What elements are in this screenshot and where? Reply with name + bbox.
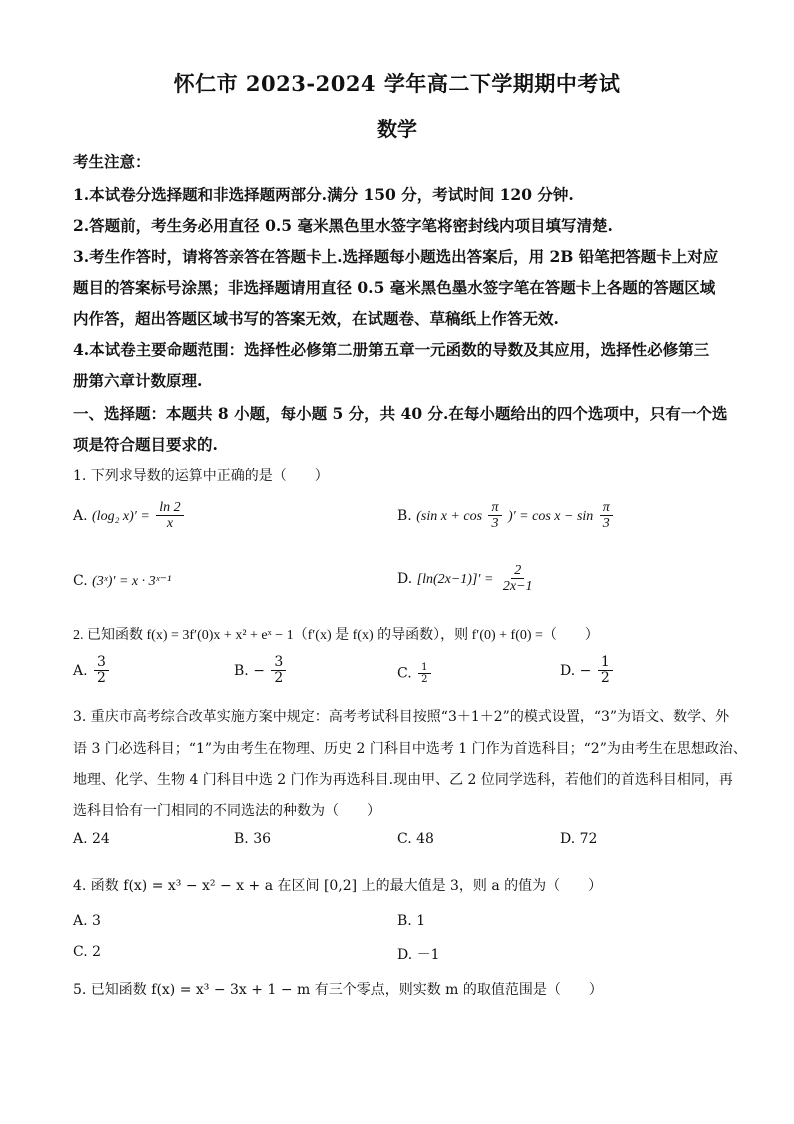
section-heading: 一、选择题：本题共 8 小题，每小题 5 分，共 40 分.在每小题给出的四个选项中，只有一个选: [73, 404, 728, 423]
q3-option-b: B. 36: [234, 831, 272, 847]
q4-option-c: C. 2: [73, 944, 102, 960]
notice-item: 题目的答案标号涂黑；非选择题请用直径 0.5 毫米黑色墨水签字笔在答题卡上各题的答题区域: [73, 278, 716, 297]
q2-option-d: D. − $\frac{1}{2}$: [560, 655, 615, 687]
q3-option-a: A. 24: [73, 831, 110, 847]
question-4-stem: 4. 函数 f(x) = x³ − x² − x + a 在区间 [0,2] 上的最大值是 3，则 a 的值为（ ）: [73, 878, 603, 894]
question-1-stem: 1. 下列求导数的运算中正确的是（ ）: [73, 468, 329, 484]
exam-title: 怀仁市 2023-2024 学年高二下学期期中考试: [173, 71, 621, 96]
question-2-stem: 2. 已知函数 f(x) = 3f′(0)x + x² + eˣ − 1（f′(x) 是 f(x) 的导函数），则 f′(0) + f(0) =（ ）: [73, 628, 599, 643]
question-5-stem: 5. 已知函数 f(x) = x³ − 3x + 1 − m 有三个零点，则实数 m 的取值范围是（ ）: [73, 982, 603, 998]
fraction: $\frac{\ln 2}{x}$: [156, 500, 183, 532]
notice-item: 册第六章计数原理.: [73, 371, 203, 390]
q1-option-d: D. [ln(2x−1)]′ = $\frac{2}{2x-1}$: [397, 563, 538, 595]
question-3-line: 3. 重庆市高考综合改革实施方案中规定：高考考试科目按照“3＋1＋2”的模式设置，“3”为语文、数学、外: [73, 709, 730, 725]
q1-option-c: C. (3ˣ)′ = x · 3ˣ⁻¹: [73, 573, 172, 589]
q1-option-a: A. (log₂ x)′ = $\frac{\ln 2}{x}$: [73, 500, 186, 532]
q1-option-b: B. (sin x + cos $\frac{\pi}{3}$ )′ = cos x − sin $\frac{\pi}{3}$: [397, 500, 615, 532]
q4-option-b: B. 1: [397, 913, 426, 929]
notice-item: 1.本试卷分选择题和非选择题两部分.满分 150 分，考试时间 120 分钟.: [73, 185, 574, 204]
notice-item: 3.考生作答时，请将答亲答在答题卡上.选择题每小题选出答案后，用 2B 铅笔把答题卡上对应: [73, 247, 719, 266]
fraction: $\frac{3}{2}$: [271, 655, 286, 687]
subject-title: 数学: [377, 117, 417, 141]
fraction: $\frac{\pi}{3}$: [488, 500, 501, 532]
fraction: $\frac{1}{2}$: [598, 655, 613, 687]
fraction: $\frac{2}{2x-1}$: [502, 563, 533, 595]
q2-option-b: B. − $\frac{3}{2}$: [234, 655, 288, 687]
fraction: $\frac{3}{2}$: [94, 655, 109, 687]
question-3-line: 语 3 门必选科目；“1”为由考生在物理、历史 2 门科目中选考 1 门作为首选科目；“2”为由考生在思想政治、: [73, 741, 747, 757]
q3-option-d: D. 72: [560, 831, 598, 847]
q2-option-c: C. $\frac{1}{2}$: [397, 662, 433, 685]
q2-option-a: A. $\frac{3}{2}$: [73, 655, 111, 687]
question-3-line: 选科目恰有一门相同的不同选法的种数为（ ）: [73, 803, 381, 819]
q4-option-d: D. －1: [397, 947, 440, 963]
q3-option-c: C. 48: [397, 831, 434, 847]
notice-item: 4.本试卷主要命题范围：选择性必修第二册第五章一元函数的导数及其应用，选择性必修第三: [73, 340, 710, 359]
notice-heading: 考生注意：: [73, 152, 151, 171]
notice-item: 内作答，超出答题区域书写的答案无效，在试题卷、草稿纸上作答无效.: [73, 309, 559, 328]
question-3-line: 地理、化学、生物 4 门科目中选 2 门作为再选科目.现由甲、乙 2 位同学选科，若他们的首选科目相同，再: [73, 772, 733, 788]
notice-item: 2.答题前，考生务必用直径 0.5 毫米黑色里水签字笔将密封线内项目填写清楚.: [73, 216, 613, 235]
fraction: $\frac{\pi}{3}$: [600, 500, 613, 532]
q4-option-a: A. 3: [73, 913, 101, 929]
fraction: $\frac{1}{2}$: [418, 662, 430, 685]
section-heading-cont: 项是符合题目要求的.: [73, 435, 218, 454]
